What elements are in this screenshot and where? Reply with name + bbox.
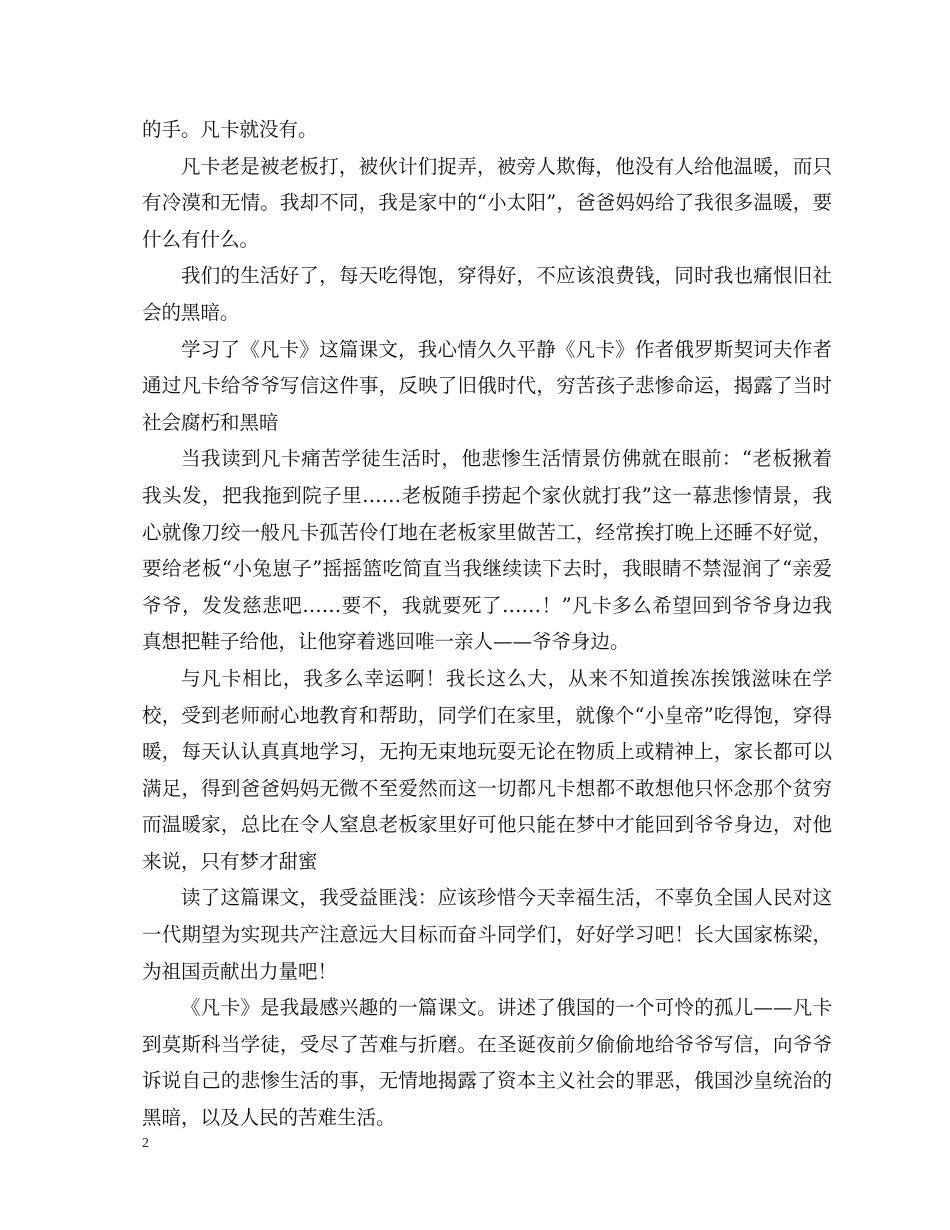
paragraph: 我们的生活好了，每天吃得饱，穿得好，不应该浪费钱，同时我也痛恨旧社会的黑暗。	[142, 264, 832, 324]
paragraph: 的手。凡卡就没有。	[142, 118, 318, 141]
paragraph: 当我读到凡卡痛苦学徒生活时，他悲惨生活情景仿佛就在眼前：“老板揪着我头发，把我拖到院子里……老板随手捞起个家伙就打我”这一幕悲惨情景，我心就像刀绞一般凡卡孤苦伶仃地在老板家里做苦工，经常挨打晚上还睡不好觉，要给老板“小兔崽子”摇摇篮吃简直当我继续读下去时，我眼睛不禁湿润了“亲爱爷爷，发发慈悲吧……要不，我就要死了……！”凡卡多么希望回到爷爷身边我真想把鞋子给他，让他穿着逃回唯一亲人——爷爷身边。	[142, 447, 832, 654]
paragraph: 凡卡老是被老板打，被伙计们捉弄，被旁人欺侮，他没有人给他温暖，而只有冷漠和无情。我却不同，我是家中的“小太阳”，爸爸妈妈给了我很多温暖，要什么有什么。	[142, 154, 832, 251]
page-number: 2	[142, 1136, 149, 1151]
paragraph: 学习了《凡卡》这篇课文，我心情久久平静《凡卡》作者俄罗斯契诃夫作者通过凡卡给爷爷写信这件事，反映了旧俄时代，穷苦孩子悲惨命运，揭露了当时社会腐朽和黑暗	[142, 337, 832, 434]
paragraph: 与凡卡相比，我多么幸运啊！我长这么大，从来不知道挨冻挨饿滋味在学校，受到老师耐心地教育和帮助，同学们在家里，就像个“小皇帝”吃得饱，穿得暖，每天认认真真地学习，无拘无束地玩耍无论在物质上或精神上，家长都可以满足，得到爸爸妈妈无微不至爱然而这一切都凡卡想都不敢想他只怀念那个贫穷而温暖家，总比在令人窒息老板家里好可他只能在梦中才能回到爷爷身边，对他来说，只有梦才甜蜜	[142, 666, 832, 873]
paragraph: 《凡卡》是我最感兴趣的一篇课文。讲述了俄国的一个可怜的孤儿——凡卡到莫斯科当学徒，受尽了苦难与折磨。在圣诞夜前夕偷偷地给爷爷写信，向爷爷诉说自己的悲惨生活的事，无情地揭露了资本主义社会的罪恶，俄国沙皇统治的黑暗，以及人民的苦难生活。	[142, 996, 832, 1130]
paragraph: 读了这篇课文，我受益匪浅：应该珍惜今天幸福生活，不辜负全国人民对这一代期望为实现共产注意远大目标而奋斗同学们，好好学习吧！长大国家栋梁，为祖国贡献出力量吧！	[142, 886, 832, 983]
document-body	[142, 112, 832, 1137]
